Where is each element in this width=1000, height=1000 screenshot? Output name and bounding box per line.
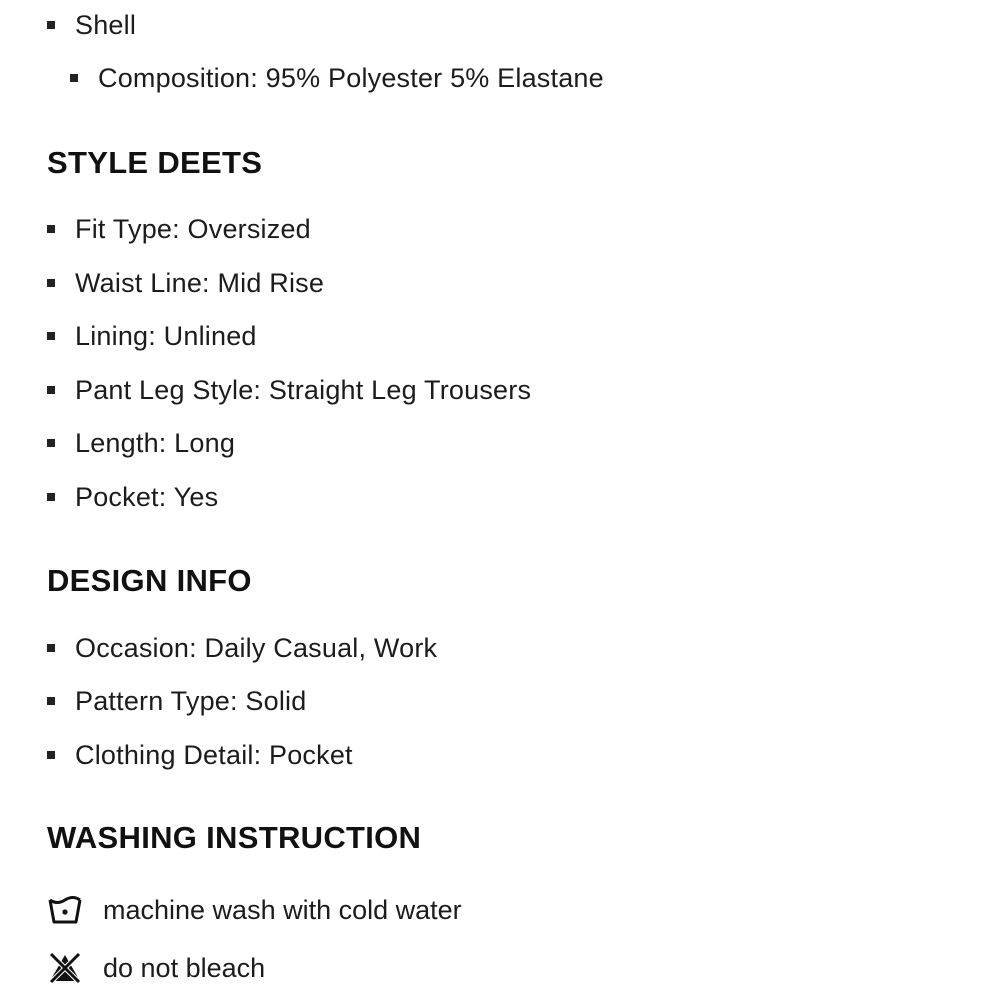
bullet-icon: [47, 493, 55, 501]
style-deets-item: [47, 265, 324, 301]
style-deets-heading: STYLE DEETS: [47, 145, 263, 180]
bullet-icon: [47, 439, 55, 447]
washing-heading: WASHING INSTRUCTION: [47, 820, 422, 855]
design-info-label: Pattern Type: Solid: [75, 685, 307, 716]
bullet-icon: [47, 697, 55, 705]
composition-label: Composition: 95% Polyester 5% Elastane: [98, 62, 604, 93]
bullet-icon: [47, 386, 55, 394]
design-info-heading: DESIGN INFO: [47, 563, 252, 598]
design-info-item: [47, 737, 353, 773]
style-deets-label: Lining: Unlined: [75, 320, 257, 351]
style-deets-item: [47, 372, 531, 408]
washing-item: [47, 890, 462, 930]
washing-label: do not bleach: [103, 952, 266, 983]
shell-label: Shell: [75, 9, 137, 40]
bullet-icon: [47, 21, 55, 29]
machine-wash-cold-icon: [47, 892, 83, 928]
do-not-bleach-icon: [47, 950, 83, 986]
washing-item: [47, 948, 265, 988]
style-deets-label: Waist Line: Mid Rise: [75, 267, 325, 298]
shell-item: [47, 7, 136, 43]
bullet-icon: [70, 74, 78, 82]
style-deets-item: [47, 479, 218, 515]
style-deets-label: Fit Type: Oversized: [75, 213, 311, 244]
style-deets-item: [47, 211, 311, 247]
design-info-label: Clothing Detail: Pocket: [75, 739, 353, 770]
bullet-icon: [47, 279, 55, 287]
design-info-label: Occasion: Daily Casual, Work: [75, 632, 438, 663]
style-deets-label: Length: Long: [75, 427, 236, 458]
bullet-icon: [47, 751, 55, 759]
style-deets-label: Pocket: Yes: [75, 481, 219, 512]
style-deets-item: [47, 425, 235, 461]
style-deets-label: Pant Leg Style: Straight Leg Trousers: [75, 374, 532, 405]
bullet-icon: [47, 644, 55, 652]
composition-item: [70, 60, 604, 96]
style-deets-item: [47, 318, 257, 354]
design-info-item: [47, 630, 437, 666]
washing-label: machine wash with cold water: [103, 894, 462, 925]
bullet-icon: [47, 332, 55, 340]
design-info-item: [47, 683, 306, 719]
bullet-icon: [47, 225, 55, 233]
